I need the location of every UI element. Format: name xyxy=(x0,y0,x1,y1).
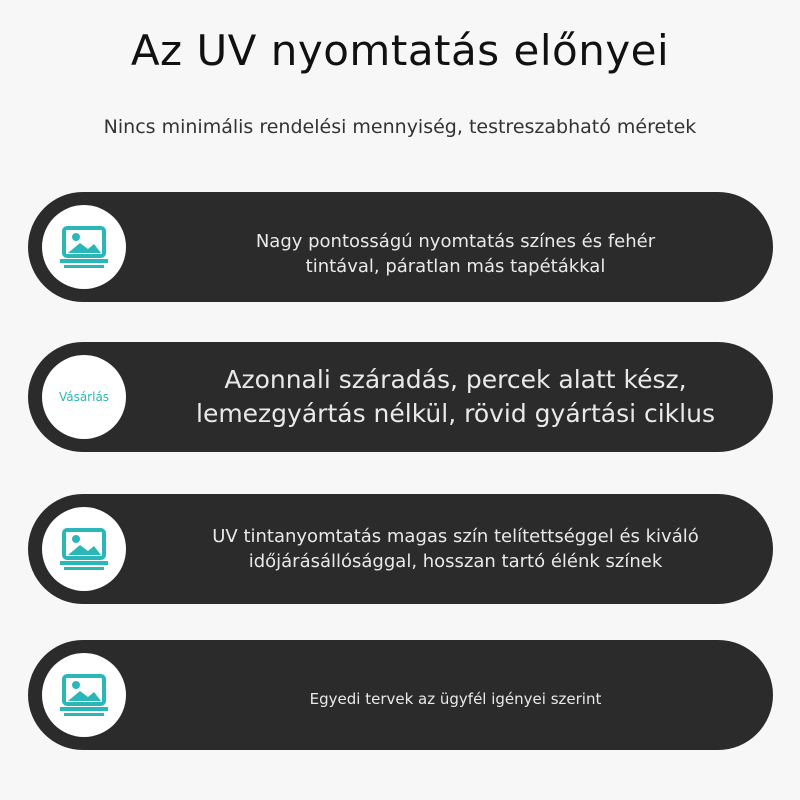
feature-text xyxy=(158,192,753,302)
feature-card xyxy=(28,342,773,452)
shopping-label: Vásárlás xyxy=(58,390,110,404)
page-title: Az UV nyomtatás előnyei xyxy=(130,26,670,75)
feature-icon-circle xyxy=(42,653,126,737)
feature-icon-circle xyxy=(42,205,126,289)
feature-card xyxy=(28,192,773,302)
feature-card xyxy=(28,640,773,750)
feature-text-line: időjárásállósággal, hosszan tartó élénk színek xyxy=(248,551,663,572)
feature-text-line: Nagy pontosságú nyomtatás színes és fehér xyxy=(255,231,656,252)
image-icon xyxy=(58,674,110,716)
feature-text xyxy=(158,342,753,452)
feature-icon-circle xyxy=(42,355,126,439)
feature-text xyxy=(158,494,753,604)
feature-text-line: lemezgyártás nélkül, rövid gyártási ciklus xyxy=(196,399,715,428)
image-icon xyxy=(58,528,110,570)
feature-text-line: Egyedi tervek az ügyfél igényei szerint xyxy=(309,690,602,708)
feature-text xyxy=(158,640,753,750)
image-icon xyxy=(58,226,110,268)
feature-icon-circle xyxy=(42,507,126,591)
feature-card xyxy=(28,494,773,604)
page-subtitle: Nincs minimális rendelési mennyiség, testreszabható méretek xyxy=(103,116,697,138)
feature-text-line: Azonnali száradás, percek alatt kész, xyxy=(224,365,687,394)
feature-text-line: tintával, páratlan más tapétákkal xyxy=(305,256,606,277)
feature-text-line: UV tintanyomtatás magas szín telítettséggel és kiváló xyxy=(212,526,699,547)
